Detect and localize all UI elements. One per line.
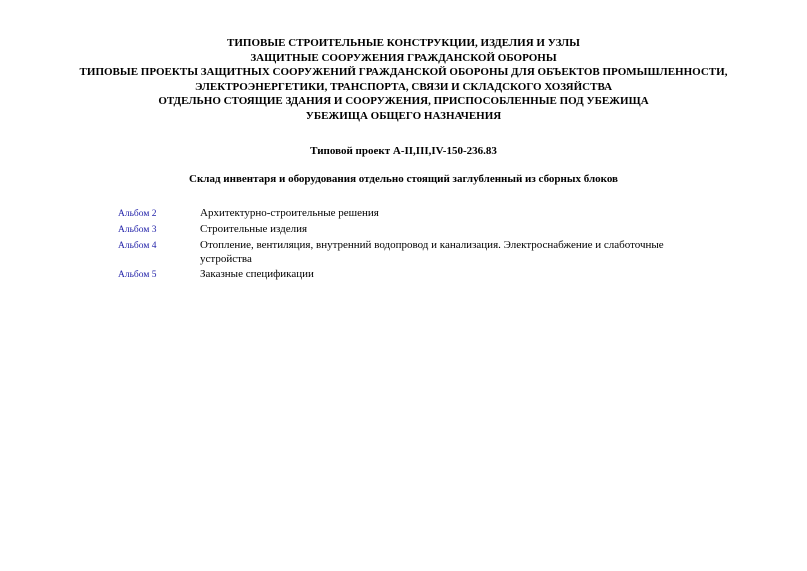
album-row-2 [118, 206, 718, 221]
album-3-link[interactable]: Альбом 3 [118, 225, 157, 235]
album-row-3 [118, 222, 718, 237]
album-row-5 [118, 267, 718, 282]
header-line-shelters: УБЕЖИЩА ОБЩЕГО НАЗНАЧЕНИЯ [305, 109, 502, 122]
album-4-link[interactable]: Альбом 4 [118, 241, 157, 251]
album-2-description: Архитектурно-строительные решения [200, 207, 379, 219]
album-4-description: Отопление, вентиляция, внутренний водопровод и канализация. Электроснабжение и слаботочные устройства [200, 239, 664, 265]
project-code: Типовой проект А-II,III,IV-150-236.83 [310, 145, 497, 157]
album-5-description: Заказные спецификации [200, 268, 314, 280]
header-line-sectors: ЭЛЕКТРОЭНЕРГЕТИКИ, ТРАНСПОРТА, СВЯЗИ И СКЛАДСКОГО ХОЗЯЙСТВА [194, 80, 613, 93]
header-line-projects: ТИПОВЫЕ ПРОЕКТЫ ЗАЩИТНЫХ СООРУЖЕНИЙ ГРАЖДАНСКОЙ ОБОРОНЫ ДЛЯ ОБЪЕКТОВ ПРОМЫШЛЕННОСТИ, [79, 66, 728, 79]
header-line-series: ТИПОВЫЕ СТРОИТЕЛЬНЫЕ КОНСТРУКЦИИ, ИЗДЕЛИЯ И УЗЛЫ [227, 37, 580, 49]
album-list [118, 206, 718, 283]
album-5-link[interactable]: Альбом 5 [118, 270, 157, 280]
album-row-4 [118, 238, 718, 266]
project-title: Склад инвентаря и оборудования отдельно стоящий заглубленный из сборных блоков [189, 173, 618, 185]
header-line-category: ЗАЩИТНЫЕ СООРУЖЕНИЯ ГРАЖДАНСКОЙ ОБОРОНЫ [250, 51, 557, 64]
header-line-buildings: ОТДЕЛЬНО СТОЯЩИЕ ЗДАНИЯ И СООРУЖЕНИЯ, ПРИСПОСОБЛЕННЫЕ ПОД УБЕЖИЩА [158, 95, 649, 108]
document-header [40, 36, 767, 124]
album-2-link[interactable]: Альбом 2 [118, 209, 157, 219]
album-3-description: Строительные изделия [200, 223, 308, 235]
